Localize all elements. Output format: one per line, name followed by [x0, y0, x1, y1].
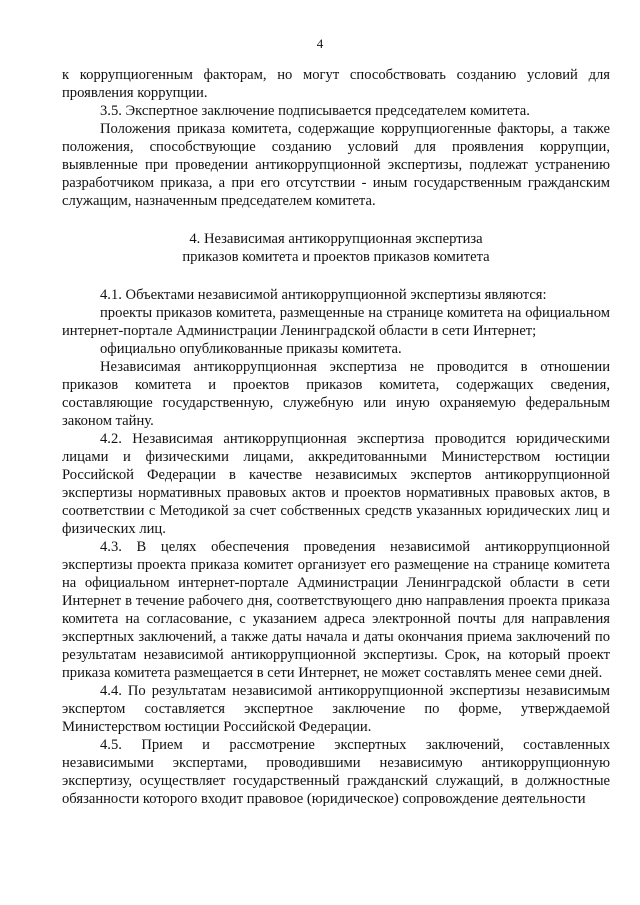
paragraph-published-orders: официально опубликованные приказы комитета.: [100, 341, 402, 357]
paragraph-provisions: Положения приказа комитета, содержащие коррупциогенные факторы, а также положения, способствующие созданию условий для проявления коррупции, выявленные при проведении антикоррупционной экспертизы, подлежат устранению разработчиком приказа, а при его отсутствии - иным государственным гражданским служащим, назначенным председателем комитета.: [62, 121, 610, 209]
paragraph-exclusion: Независимая антикоррупционная экспертиза не проводится в отношении приказов комитета и проектов приказов комитета, содержащих сведения, составляющие государственную, служебную или иную охраняемую федеральным законом тайну.: [62, 359, 610, 429]
paragraph-continuation: к коррупциогенным факторам, но могут способствовать созданию условий для проявления коррупции.: [62, 67, 610, 101]
document-body: [62, 66, 610, 808]
section-heading-line-1: 4. Независимая антикоррупционная экспертиза: [189, 231, 483, 247]
page-number: 4: [316, 36, 324, 51]
paragraph-4-2: 4.2. Независимая антикоррупционная экспертиза проводится юридическими лицами и физическими лицами, аккредитованными Министерством юстиции Российской Федерации в качестве независимых экспертов антикоррупционной экспертизы нормативных правовых актов и проектов нормативных правовых актов, в соответствии с Методикой за счет собственных средств указанных юридических лиц и физических лиц.: [62, 431, 610, 537]
paragraph-draft-orders: проекты приказов комитета, размещенные на странице комитета на официальном интернет-портале Администрации Ленинградской области в сети Интернет;: [62, 305, 610, 339]
section-heading: [62, 230, 610, 266]
paragraph-4-1: 4.1. Объектами независимой антикоррупционной экспертизы являются:: [100, 287, 547, 303]
paragraph-3-5: 3.5. Экспертное заключение подписывается председателем комитета.: [100, 103, 530, 119]
paragraph-4-3: 4.3. В целях обеспечения проведения независимой антикоррупционной экспертизы проекта приказа комитет организует его размещение на странице комитета на официальном интернет-портале Администрации Ленинградской области в сети Интернет в течение рабочего дня, соответствующего дню направления проекта приказа комитета на согласование, с указанием адреса электронной почты для направления экспертных заключений, а также даты начала и даты окончания приема заключений по результатам независимой антикоррупционной экспертизы. Срок, на который проект приказа комитета размещается в сети Интернет, не может составлять менее семи дней.: [62, 539, 610, 681]
paragraph-4-5: 4.5. Прием и рассмотрение экспертных заключений, составленных независимыми экспертами, проводившими независимую антикоррупционную экспертизу, осуществляет государственный гражданский служащий, в должностные обязанности которого входит правовое (юридическое) сопровождение деятельности: [62, 737, 610, 807]
section-heading-line-2: приказов комитета и проектов приказов комитета: [182, 249, 490, 265]
paragraph-4-4: 4.4. По результатам независимой антикоррупционной экспертизы независимым экспертом составляется экспертное заключение по форме, утверждаемой Министерством юстиции Российской Федерации.: [62, 683, 610, 735]
